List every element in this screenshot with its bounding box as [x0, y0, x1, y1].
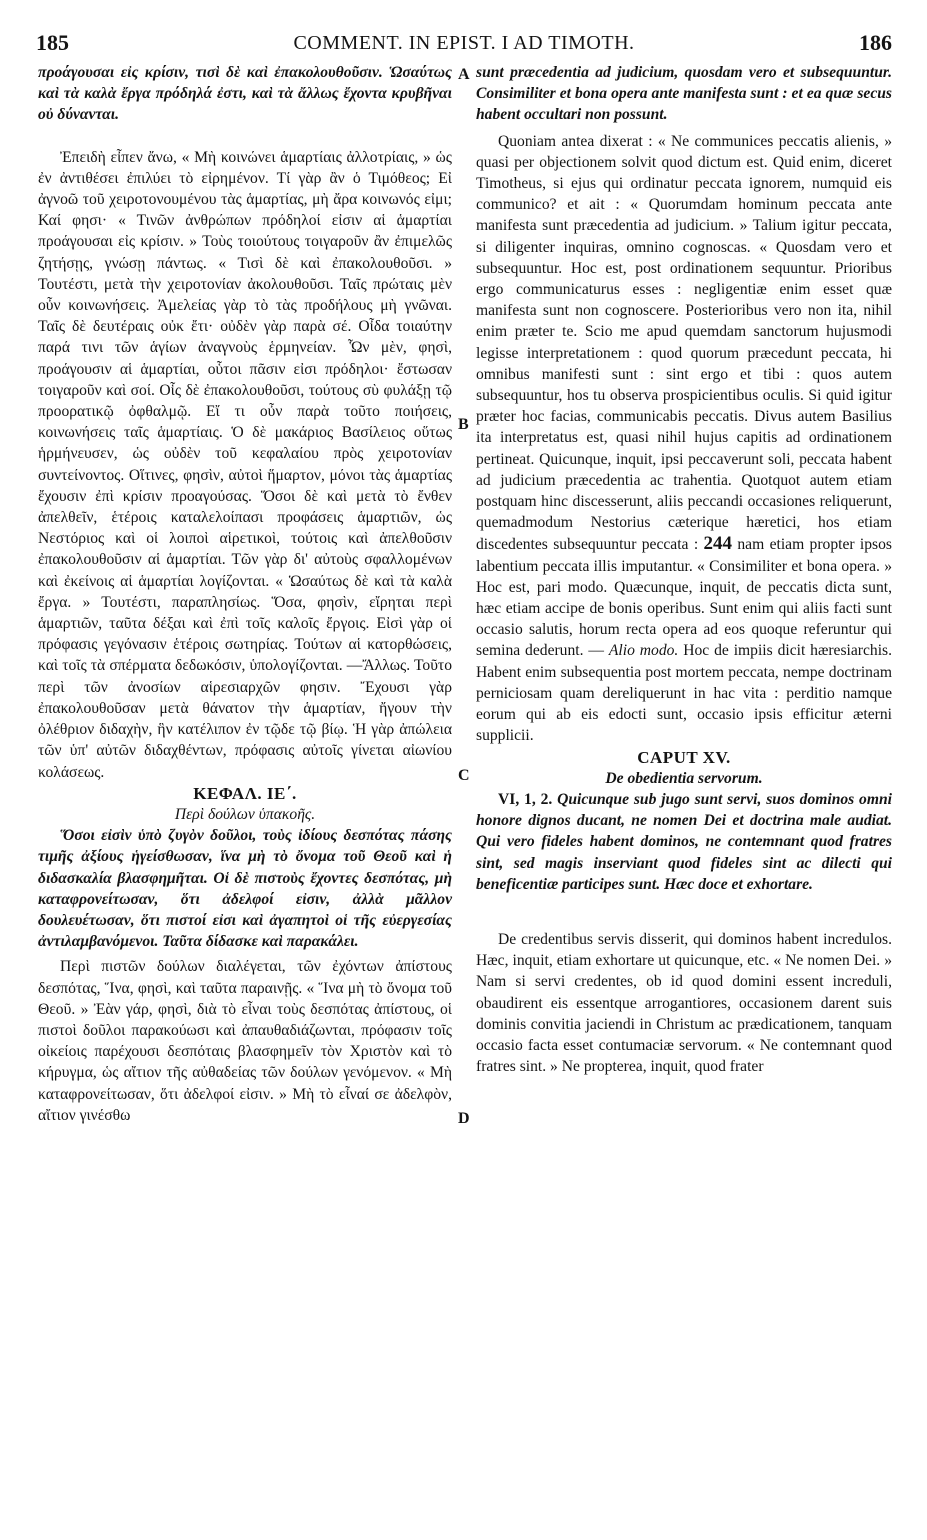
greek-commentary: Ἐπειδὴ εἶπεν ἄνω, « Μὴ κοινώνει ἁμαρτίαις ἀλλοτρίαις, » ὡς ἐν ἀντιθέσει ἐπιλύει τὸ εἰρημένον. Τί γὰρ ἂν ὁ Τιμόθεος; Εἰ ἀγνοῶ τοῦ χειροτονουμένου τὰς ἁμαρτίας, μὴ ἄρα κοινωνός εἰμι; Καί φησι· « Τινῶν ἀνθρώπων πρόδηλοί εἰσιν αἱ ἁμαρτίαι προάγουσαι εἰς κρίσιν. » Τοὺς τοιούτους τοιγαροῦν ἂν ἐπιμελῶς ζητήσῃς, γνώσῃ πάντως. « Τισὶ δὲ καὶ ἐπακολουθοῦσι. » Τουτέστι, μετὰ τὴν χειροτονίαν ἀκολουθοῦσι. Ταῖς πρώταις μὲν οὖν κοινωνήσεις. Ἀμελείας γὰρ τὸ τὰς προδήλους μὴ γνῶναι. Ταῖς δὲ δευτέραις οὐκ ἔτι· οὐδὲν γὰρ παρὰ σέ. Οἶδα τοιαύτην παρά τινι τῶν ἁγίων ἀναγνοὺς ἑρμηνείαν. Ὧν μὲν, φησὶ, προάγουσιν αἱ ἁμαρτίαι, οὗτοι πᾶσιν εἰσι πρόδηλοι· ἔστωσαν τοιγαροῦν καὶ σοί. Οἷς δὲ ἐπακολουθοῦσι, τούτους σὺ φυλάξῃ τῷ προορατικῷ ὀφθαλμῷ. Εἴ τι οὖν παρὰ τοῦτο ποιήσεις, κοινωνήσεις ταῖς ἁμαρτίαις. Ὁ δὲ μακάριος Βασίλειος οὕτως ἡρμήνευσεν, ὡς οὐδὲν τοῦ κεφαλαίου πρὸς χειροτονίαν συντείνοντος. Οἵτινες, φησὶν, αὐτοὶ ἥμαρτον, μόνοι τὰς ἁμαρτίας ἔχουσιν ἐπὶ κρίσιν προαγούσας. Ὅσοι δὲ καὶ μετὰ τὸ ἔνθεν ἀπελθεῖν, ἑτέροις καταλελοίπασι προφάσεις ἁμαρτιῶν, ὡς Νεστόριος καὶ οἱ λοιποὶ αἱρετικοὶ, τούτοις καὶ ἀπελθοῦσιν ἐπακολουθοῦσιν αἱ ἁμαρτίαι. Τῶν γὰρ δι' αὐτοὺς σφαλλομένων καὶ ἐκείνοις αἱ ἁμαρτίαι λογίζονται. « Ὡσαύτως δὲ καὶ τὰ καλὰ ἔργα. » Τουτέστι, παραπλησίως. Ὅσα, φησὶν, εἴρηται περὶ ἁμαρτιῶν, ταῦτα δέξαι καὶ ἐπὶ τοῖς καλοῖς ἔργοις. Εἰσὶ γὰρ οἱ πρόφασις γεγόνασιν ἑτέροις σωτηρίας. Τούτων αἱ κατορθώσεις, καὶ τοῖς τὰ σπέρματα δεδωκόσιν, ὑπολογίζονται. —Ἄλλως. Τοῦτο περὶ τῶν ἀνοσίων αἱρεσιαρχῶν φησιν. Ἔχουσι γὰρ ἐπακολουθοῦσαν μετὰ θάνατον τὴν ἁμαρτίαν, ἤγουν τὴν ὀλέθριον διδαχὴν, ἣν κατέλιπον ἐν τῷδε τῷ βίῳ. Ἡ γὰρ ἀπώλεια τῶν ὑπ' αὐτῶν διδαχθέντων, πρόφασις αὐτοῖς γίνεται αἰωνίου κολάσεως. — [38, 148, 452, 781]
greek-scripture-lemma: Ὅσοι εἰσὶν ὑπὸ ζυγὸν δοῦλοι, τοὺς ἰδίους δεσπότας πάσης τιμῆς ἀξίους ἡγείσθωσαν, ἵνα μὴ τὸ ὄνομα τοῦ Θεοῦ καὶ ἡ διδασκαλία βλασφημῆται. Οἱ δὲ πιστοὺς ἔχοντες δεσπότας, μὴ καταφρονείτωσαν, ὅτι ἀδελφοί εἰσιν, ἀλλὰ μᾶλλον δουλευέτωσαν, ὅτι πιστοί εἰσι καὶ ἀγαπητοὶ οἱ τῆς εὐεργεσίας ἀντιλαμβανόμενοι. Ταῦτα δίδασκε καὶ παρακάλει. — [38, 827, 452, 951]
latin-chapter-subtitle: De obedientia servorum. — [605, 769, 763, 787]
page-number-right: 186 — [859, 30, 892, 55]
margin-letter-c: C — [458, 767, 470, 784]
latin-commentary-part1: Quoniam antea dixerat : « Ne communices peccatis alienis, » quasi per objectionem solvit quod dictum est. Quid enim, diceret Timotheus, si ejus qui ordinatur peccata ignorem, numquid eis communico? et ait : « Quorumdam hominum peccata ante manifesta sunt præcedentia ad judicium. » Talium igitur peccata, si diligenter inquiras, omnino cognoscas. « Quosdam vero et subsequuntur. Hoc est, post ordinationem sequuntur. Prioribus ergo communicaturus esses : negligentiæ enim esset quæ manifesta sunt non cognoscere. Posterioribus vero non ita, nihil enim præter te. Scio me apud quemdam sanctorum hujusmodi legisse interpretationem : quod quorum præcedunt peccata, hi omnibus manifesti sunt : sint ergo et tibi : quos autem subsequuntur, hos tu observa prospicientibus oculis. Si quid igitur præter hoc facias, communicabis peccatis. Divus autem Basilius ita interpretatus est, quasi nihil hujus capitis ad ordinationem pertineat. Quicunque, inquit, ipsi peccaverunt soli, peccata habent ad judicium præcedentia ac trahentia. Quotquot autem etiam postquam hinc discesserunt, aliis peccandi occasiones reliquerunt, quemadmodum Nestorius cæterique hæretici, hos etiam discedentes subsequuntur peccata : — [476, 132, 892, 554]
greek-commentary-servants: Περὶ πιστῶν δούλων διαλέγεται, τῶν ἐχόντων ἀπίστους δεσπότας, Ἵνα, φησὶ, καὶ ταῦτα παραινῇς. « Ἵνα μὴ τὸ ὄνομα τοῦ Θεοῦ. » Ἐὰν γάρ, φησὶ, διὰ τὸ εἶναι τοὺς δεσπότας ἀπίστους, οἱ πιστοὶ δοῦλοι παρακούωσι καὶ ἀπαυθαδιάζωνται, πρόφασιν τοῖς οἰκείοις παρέχουσι δεσπόταις βλασφημεῖν τὸν Χριστὸν καὶ τὸ κήρυγμα, ὡς αἴτιον τῆς αὐθαδείας τῶν δούλων γενόμενον. « Μὴ καταφρονείτωσαν, ὅτι ἀδελφοί εἰσιν. » Μὴ τὸ εἶναί σε ἀδελφὸν, αἴτιον γινέσθω — [38, 958, 452, 1124]
running-title: COMMENT. IN EPIST. I AD TIMOTH. — [293, 32, 635, 54]
margin-letter-b: B — [458, 416, 469, 433]
greek-chapter-subtitle: Περὶ δούλων ὑπακοῆς. — [174, 805, 316, 823]
latin-lemma-text: Quicunque sub jugo sunt servi, suos dominos omni honore dignos ducant, ne nomen Dei et doctrina male audiat. Qui vero fideles habent dominos, ne contemnant quod fratres sint, sed magis inserviant quod fideles sint ac dilecti qui beneficentiæ participes sunt. Hæc doce et exhortare. — [476, 790, 892, 893]
greek-lemma-continuation: προάγουσαι εἰς κρίσιν, τισὶ δὲ καὶ ἐπακολουθοῦσιν. Ὡσαύτως καὶ τὰ καλὰ ἔργα πρόδηλά ἐστι, καὶ τὰ ἄλλως ἔχοντα κρυβῆναι οὐ δύνανται. — [38, 64, 452, 124]
margin-letter-a: A — [458, 66, 470, 83]
page-header — [36, 30, 892, 64]
latin-commentary — [476, 131, 892, 747]
margin-letter-d: D — [458, 1110, 470, 1127]
greek-chapter-title: ΚΕΦΑΛ. ΙΕ΄. — [193, 783, 297, 803]
latin-column — [476, 62, 892, 1077]
latin-commentary-servants: De credentibus servis disserit, qui dominos habent incredulos. Hæc, inquit, etiam exhortare ut quicunque, etc. « Ne nomen Dei. » Nam si servi credentes, ob id quod domini essent increduli, obaudirent eis essentque arrogantiores, occasionem darent suis dominis convitia jaciendi in Christum ac prædicationem, tanquam occasio facta esset contumaciæ servorum. « Ne contemnant quod fratres sint. » Ne propterea, inquit, quod frater — [476, 930, 892, 1076]
latin-commentary-part2: nam etiam propter ipsos labentium peccata illis imputantur. « Consimiliter et bona opera. » Hoc est, pari modo. Quæcunque, inquit, de peccatis dicta sunt, hæc etiam accipe de bonis operibus. Sunt enim qui aliis facti sunt occasio salutis, horum recta opera ad eos quoque referuntur qui semina dederunt. — — [476, 536, 892, 660]
alio-modo-label: Alio modo. — [608, 642, 679, 660]
migne-column-marker: 244 — [703, 533, 733, 555]
latin-chapter-title: CAPUT XV. — [637, 747, 731, 767]
latin-scripture-lemma — [476, 789, 892, 895]
verse-reference: VI, 1, 2. — [498, 790, 553, 808]
page-number-left: 185 — [36, 30, 69, 55]
latin-lemma-continuation: sunt præcedentia ad judicium, quosdam vero et subsequuntur. Consimiliter et bona opera ante manifesta sunt : et ea quæ secus habent occultari non possunt. — [476, 64, 892, 124]
latin-commentary-part3: Hoc de impiis dicit hæresiarchis. Habent enim subsequentia post mortem peccata, nempe doctrinam perniciosam quam dereliquerunt in hac vita : perditio namque eorum qui ab eis edocti sunt, occasio ipsis efficitur æterni supplicii. — [476, 642, 893, 745]
greek-column — [38, 62, 452, 1126]
